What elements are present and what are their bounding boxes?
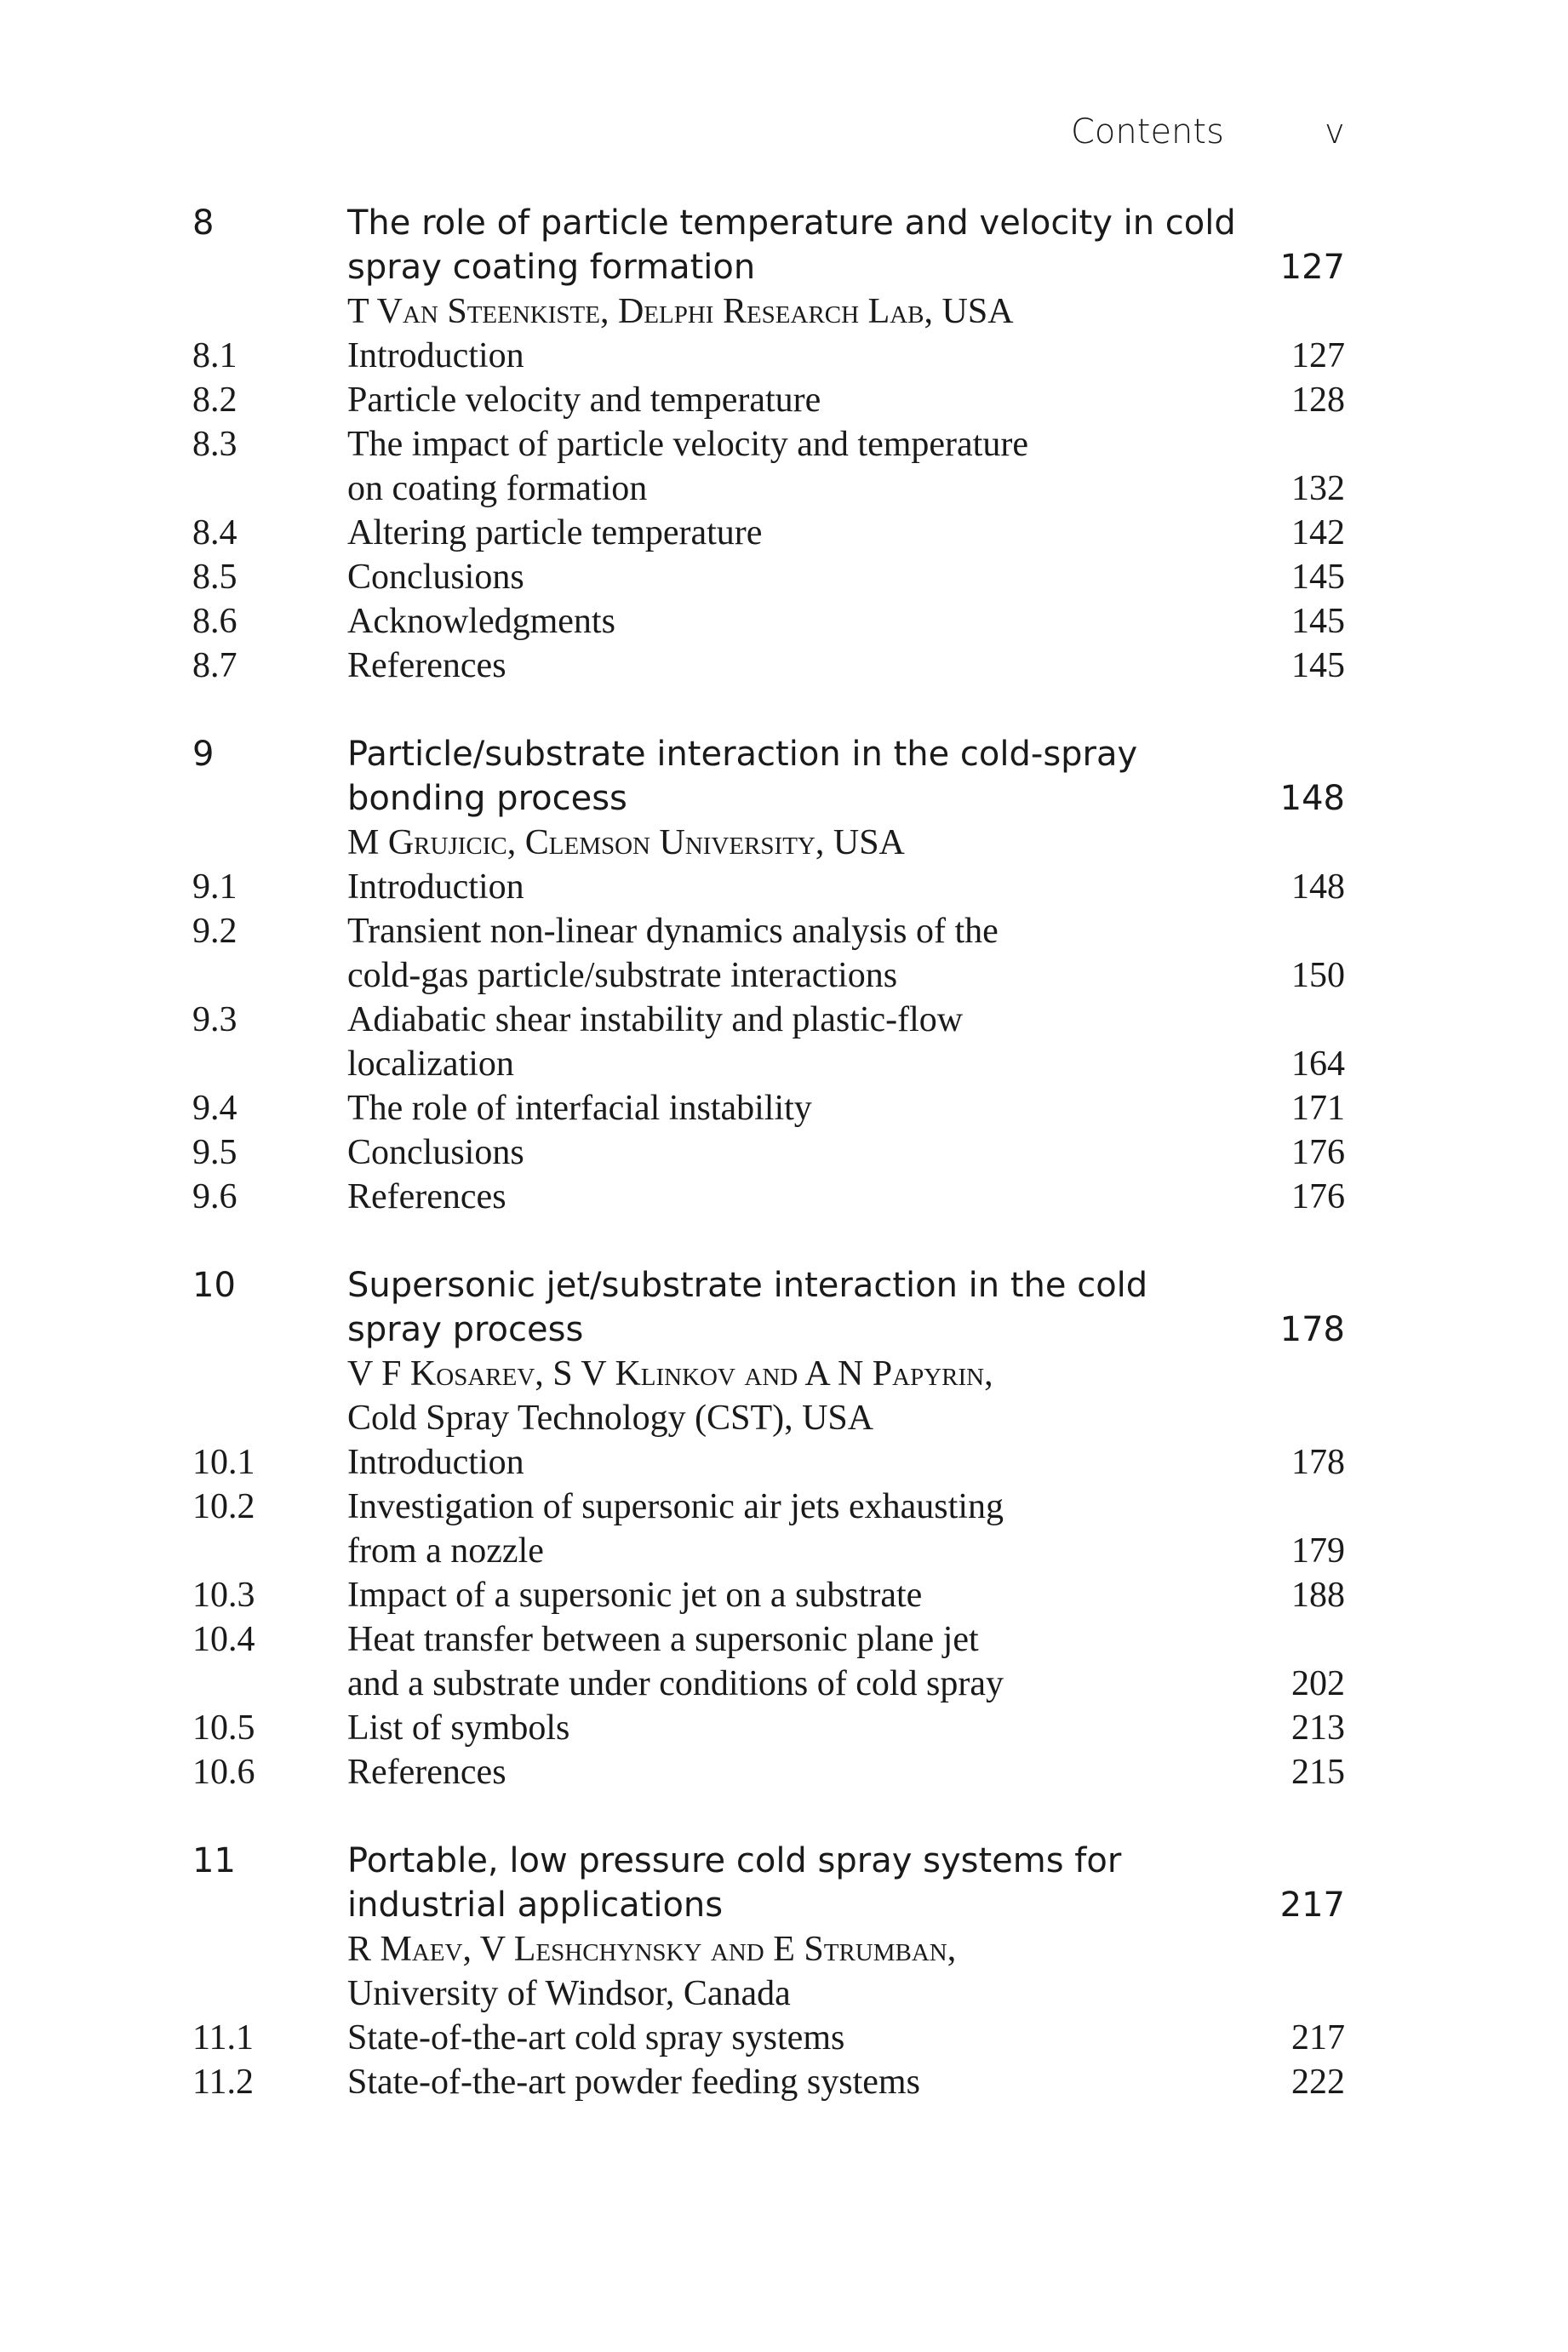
- section-title: [347, 1175, 1243, 1219]
- section-title-line: The impact of particle velocity and temperature: [347, 425, 1028, 464]
- section-page-number: 164: [1291, 1044, 1345, 1084]
- section-page-number: 188: [1291, 1576, 1345, 1615]
- section-entry: [192, 1706, 1345, 1750]
- section-number: 9.6: [192, 1177, 237, 1216]
- chapter-heading: [192, 1839, 1345, 1927]
- chapter-number: 10: [192, 1266, 236, 1305]
- section-title-line: Introduction: [347, 867, 524, 907]
- section-number: 9.2: [192, 912, 237, 951]
- section-number: 8.7: [192, 646, 237, 685]
- section-entry: [192, 599, 1345, 644]
- chapter-title-line: Particle/substrate interaction in the cold-spray: [347, 735, 1138, 774]
- chapter-page-number: 148: [1279, 779, 1345, 818]
- section-title: [347, 2016, 1243, 2060]
- chapter-title-line: Supersonic jet/substrate interaction in the cold: [347, 1266, 1148, 1305]
- chapter-author-line: M Grujicic, Clemson University, USA: [347, 823, 905, 862]
- chapter-author-line: R Maev, V Leshchynsky and E Strumban,: [347, 1930, 957, 1969]
- section-title: [347, 599, 1243, 644]
- section-title: [347, 644, 1243, 688]
- section-title: [347, 1485, 1243, 1573]
- section-number: 10.5: [192, 1708, 255, 1748]
- section-title-line: from a nozzle: [347, 1531, 544, 1571]
- section-title: [347, 1573, 1243, 1617]
- section-number: 8.6: [192, 602, 237, 641]
- section-title-line: Heat transfer between a supersonic plane jet: [347, 1620, 979, 1659]
- section-page-number: 222: [1291, 2063, 1345, 2102]
- section-number: 10.3: [192, 1576, 255, 1615]
- chapter-title-line: industrial applications: [347, 1886, 724, 1925]
- section-page-number: 217: [1291, 2018, 1345, 2057]
- section-title: [347, 865, 1243, 909]
- section-page-number: 148: [1291, 867, 1345, 907]
- section-entry: [192, 2016, 1345, 2060]
- chapter-author-line: University of Windsor, Canada: [347, 1974, 791, 2013]
- section-page-number: 128: [1291, 381, 1345, 420]
- section-title: [347, 998, 1243, 1086]
- chapter-title: [347, 1263, 1243, 1352]
- chapter-page-number: 217: [1279, 1886, 1345, 1925]
- section-number: 11.1: [192, 2018, 254, 2057]
- chapter-number: 9: [192, 735, 215, 774]
- section-entry: [192, 422, 1345, 511]
- chapter-heading: [192, 732, 1345, 821]
- section-title-line: Investigation of supersonic air jets exhausting: [347, 1487, 1004, 1526]
- section-number: 9.4: [192, 1089, 237, 1128]
- section-title-line: Introduction: [347, 336, 524, 375]
- chapter-number: 8: [192, 203, 215, 243]
- section-title-line: Adiabatic shear instability and plastic-flow: [347, 1000, 964, 1039]
- section-entry: [192, 378, 1345, 422]
- chapter-title-line: spray coating formation: [347, 248, 756, 287]
- section-entry: [192, 2060, 1345, 2104]
- section-title-line: Acknowledgments: [347, 602, 615, 641]
- section-title-line: on coating formation: [347, 469, 648, 508]
- section-number: 8.5: [192, 558, 237, 597]
- section-title-line: Conclusions: [347, 558, 524, 597]
- chapter-title: [347, 732, 1243, 821]
- section-page-number: 150: [1291, 956, 1345, 995]
- table-of-contents: [192, 201, 1345, 2149]
- section-page-number: 171: [1291, 1089, 1345, 1128]
- section-entry: [192, 1573, 1345, 1617]
- section-title-line: State-of-the-art cold spray systems: [347, 2018, 845, 2057]
- chapter-entry: [192, 1263, 1345, 1794]
- chapter-page-number: 178: [1279, 1310, 1345, 1349]
- section-title-line: References: [347, 1753, 506, 1792]
- chapter-author-line: T Van Steenkiste, Delphi Research Lab, USA: [347, 292, 1014, 331]
- section-entry: [192, 334, 1345, 378]
- section-title-line: cold-gas particle/substrate interactions: [347, 956, 898, 995]
- section-title: [347, 1130, 1243, 1175]
- chapter-page-number: 127: [1279, 248, 1345, 287]
- section-title: [347, 1440, 1243, 1485]
- section-page-number: 202: [1291, 1664, 1345, 1703]
- running-head: [0, 112, 1568, 163]
- section-page-number: 213: [1291, 1708, 1345, 1748]
- section-title: [347, 909, 1243, 998]
- running-head-title: Contents: [1071, 112, 1224, 152]
- section-title-line: State-of-the-art powder feeding systems: [347, 2063, 920, 2102]
- chapter-entry: [192, 201, 1345, 688]
- chapter-title-line: bonding process: [347, 779, 627, 818]
- section-entry: [192, 555, 1345, 599]
- section-title: [347, 378, 1243, 422]
- chapter-author-line: V F Kosarev, S V Klinkov and A N Papyrin,: [347, 1354, 993, 1393]
- section-entry: [192, 644, 1345, 688]
- chapter-title: [347, 201, 1243, 289]
- section-title-line: localization: [347, 1044, 514, 1084]
- section-number: 8.4: [192, 513, 237, 552]
- section-title: [347, 2060, 1243, 2104]
- section-title: [347, 1086, 1243, 1130]
- section-page-number: 176: [1291, 1177, 1345, 1216]
- section-page-number: 132: [1291, 469, 1345, 508]
- chapter-title-line: Portable, low pressure cold spray systems for: [347, 1841, 1122, 1880]
- section-number: 10.4: [192, 1620, 255, 1659]
- section-title: [347, 1706, 1243, 1750]
- section-title-line: and a substrate under conditions of cold spray: [347, 1664, 1004, 1703]
- section-page-number: 127: [1291, 336, 1345, 375]
- section-page-number: 178: [1291, 1443, 1345, 1482]
- section-title-line: Introduction: [347, 1443, 524, 1482]
- section-number: 8.1: [192, 336, 237, 375]
- section-title: [347, 334, 1243, 378]
- section-entry: [192, 1617, 1345, 1706]
- section-entry: [192, 909, 1345, 998]
- chapter-author-line: Cold Spray Technology (CST), USA: [347, 1399, 874, 1438]
- section-number: 10.6: [192, 1753, 255, 1792]
- section-title-line: Altering particle temperature: [347, 513, 763, 552]
- section-number: 8.3: [192, 425, 237, 464]
- section-title-line: Impact of a supersonic jet on a substrate: [347, 1576, 923, 1615]
- section-page-number: 179: [1291, 1531, 1345, 1571]
- section-entry: [192, 998, 1345, 1086]
- section-title-line: Particle velocity and temperature: [347, 381, 821, 420]
- section-entry: [192, 1750, 1345, 1794]
- section-page-number: 142: [1291, 513, 1345, 552]
- section-title: [347, 511, 1243, 555]
- section-title-line: List of symbols: [347, 1708, 570, 1748]
- section-title-line: References: [347, 1177, 506, 1216]
- chapter-entry: [192, 732, 1345, 1219]
- section-number: 10.1: [192, 1443, 255, 1482]
- section-number: 9.1: [192, 867, 237, 907]
- section-number: 11.2: [192, 2063, 254, 2102]
- section-entry: [192, 511, 1345, 555]
- chapter-entry: [192, 1839, 1345, 2104]
- section-entry: [192, 865, 1345, 909]
- section-title-line: The role of interfacial instability: [347, 1089, 812, 1128]
- chapter-heading: [192, 1263, 1345, 1352]
- section-page-number: 145: [1291, 602, 1345, 641]
- chapter-title: [347, 1839, 1243, 1927]
- chapter-title-line: spray process: [347, 1310, 584, 1349]
- section-page-number: 215: [1291, 1753, 1345, 1792]
- section-title-line: Transient non-linear dynamics analysis of the: [347, 912, 999, 951]
- section-number: 10.2: [192, 1487, 255, 1526]
- section-number: 9.5: [192, 1133, 237, 1172]
- section-page-number: 145: [1291, 558, 1345, 597]
- section-page-number: 145: [1291, 646, 1345, 685]
- section-number: 8.2: [192, 381, 237, 420]
- section-entry: [192, 1175, 1345, 1219]
- running-head-page-number: v: [1325, 112, 1345, 152]
- section-title-line: References: [347, 646, 506, 685]
- section-page-number: 176: [1291, 1133, 1345, 1172]
- section-title: [347, 1617, 1243, 1706]
- section-entry: [192, 1485, 1345, 1573]
- chapter-title-line: The role of particle temperature and velocity in cold: [347, 203, 1236, 243]
- section-title-line: Conclusions: [347, 1133, 524, 1172]
- section-entry: [192, 1440, 1345, 1485]
- section-entry: [192, 1130, 1345, 1175]
- section-title: [347, 555, 1243, 599]
- section-entry: [192, 1086, 1345, 1130]
- chapter-number: 11: [192, 1841, 236, 1880]
- section-title: [347, 1750, 1243, 1794]
- chapter-heading: [192, 201, 1345, 289]
- section-title: [347, 422, 1243, 511]
- section-number: 9.3: [192, 1000, 237, 1039]
